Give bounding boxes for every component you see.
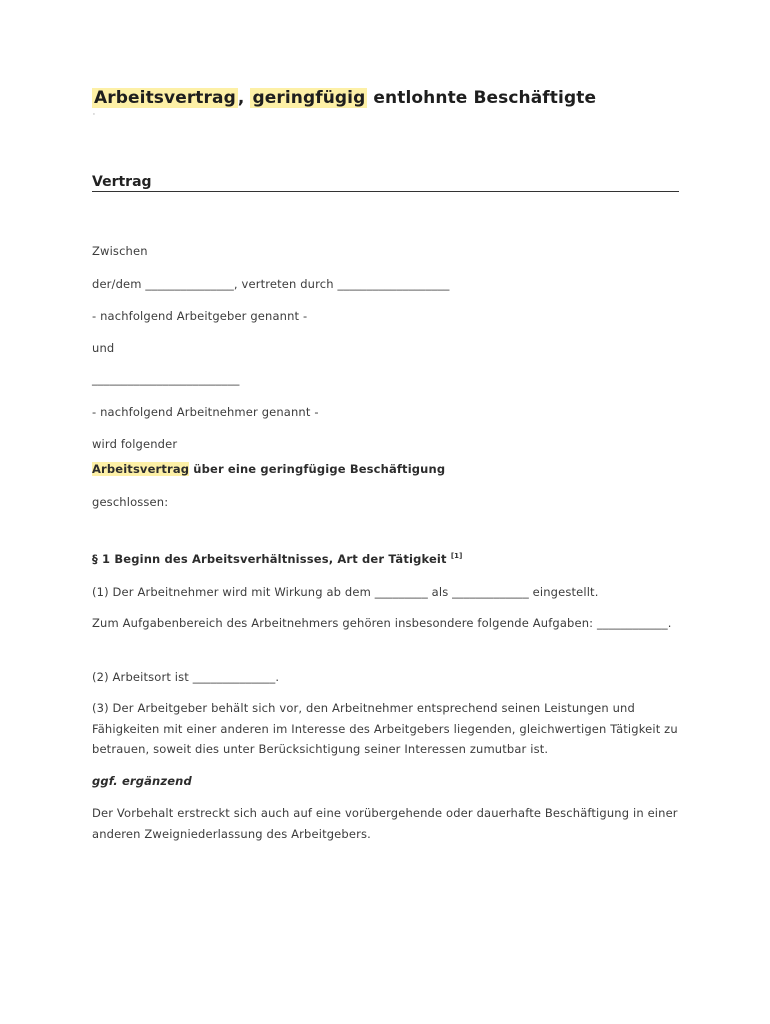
paragraph1-heading [92,552,463,566]
text-wird-folgender: wird folgender [92,437,178,451]
text-arbeitgeber-genannt: - nachfolgend Arbeitgeber genannt - [92,309,308,323]
paragraph1-item2: (2) Arbeitsort ist ______________. [92,670,280,684]
footnote-link[interactable]: [1] [450,552,463,560]
title-rest: entlohnte Beschäftigte [367,88,597,108]
section-heading-vertrag: Vertrag [92,174,679,192]
paragraph1-item1: (1) Der Arbeitnehmer wird mit Wirkung ab dem _________ als _____________ eingestellt. [92,585,599,599]
vertrag-rest: über eine geringfügige Beschäftigung [189,462,446,476]
text-blank-line: _________________________ [92,372,240,386]
text-geschlossen: geschlossen: [92,495,169,509]
text-vertrag-title [92,462,445,476]
title-highlight-geringfuegig: geringfügig [252,88,366,108]
paragraph1-vorbehalt: Der Vorbehalt erstreckt sich auch auf eine vorübergehende oder dauerhafte Beschäftigung in einer anderen Zweigniederlassung des Arbeitgebers. [92,806,678,841]
paragraph1-item3: (3) Der Arbeitgeber behält sich vor, den Arbeitnehmer entsprechend seinen Leistungen und Fähigkeiten mit einer anderen im Interesse des Arbeitgebers liegenden, gleichwertigen Tätigkeit zu betrauen, soweit dies unter Berücksichtigung seiner Interessen zumutbar ist. [92,701,678,756]
text-zwischen: Zwischen [92,244,148,258]
document-title [92,88,596,108]
tick-mark: ' [93,112,95,120]
paragraph1-ggf: ggf. ergänzend [92,774,192,788]
text-und: und [92,341,115,355]
paragraph1-aufgaben: Zum Aufgabenbereich des Arbeitnehmers gehören insbesondere folgende Aufgaben: ____________. [92,616,672,630]
text-der-dem: der/dem _______________, vertreten durch ___________________ [92,277,450,291]
title-highlight-arbeitsvertrag: Arbeitsvertrag [94,88,236,108]
highlight-arbeitsvertrag: Arbeitsvertrag [92,462,190,476]
paragraph1-heading-text: § 1 Beginn des Arbeitsverhältnisses, Art der Tätigkeit [92,552,451,566]
title-separator: , [237,88,251,108]
text-arbeitnehmer-genannt: - nachfolgend Arbeitnehmer genannt - [92,405,319,419]
